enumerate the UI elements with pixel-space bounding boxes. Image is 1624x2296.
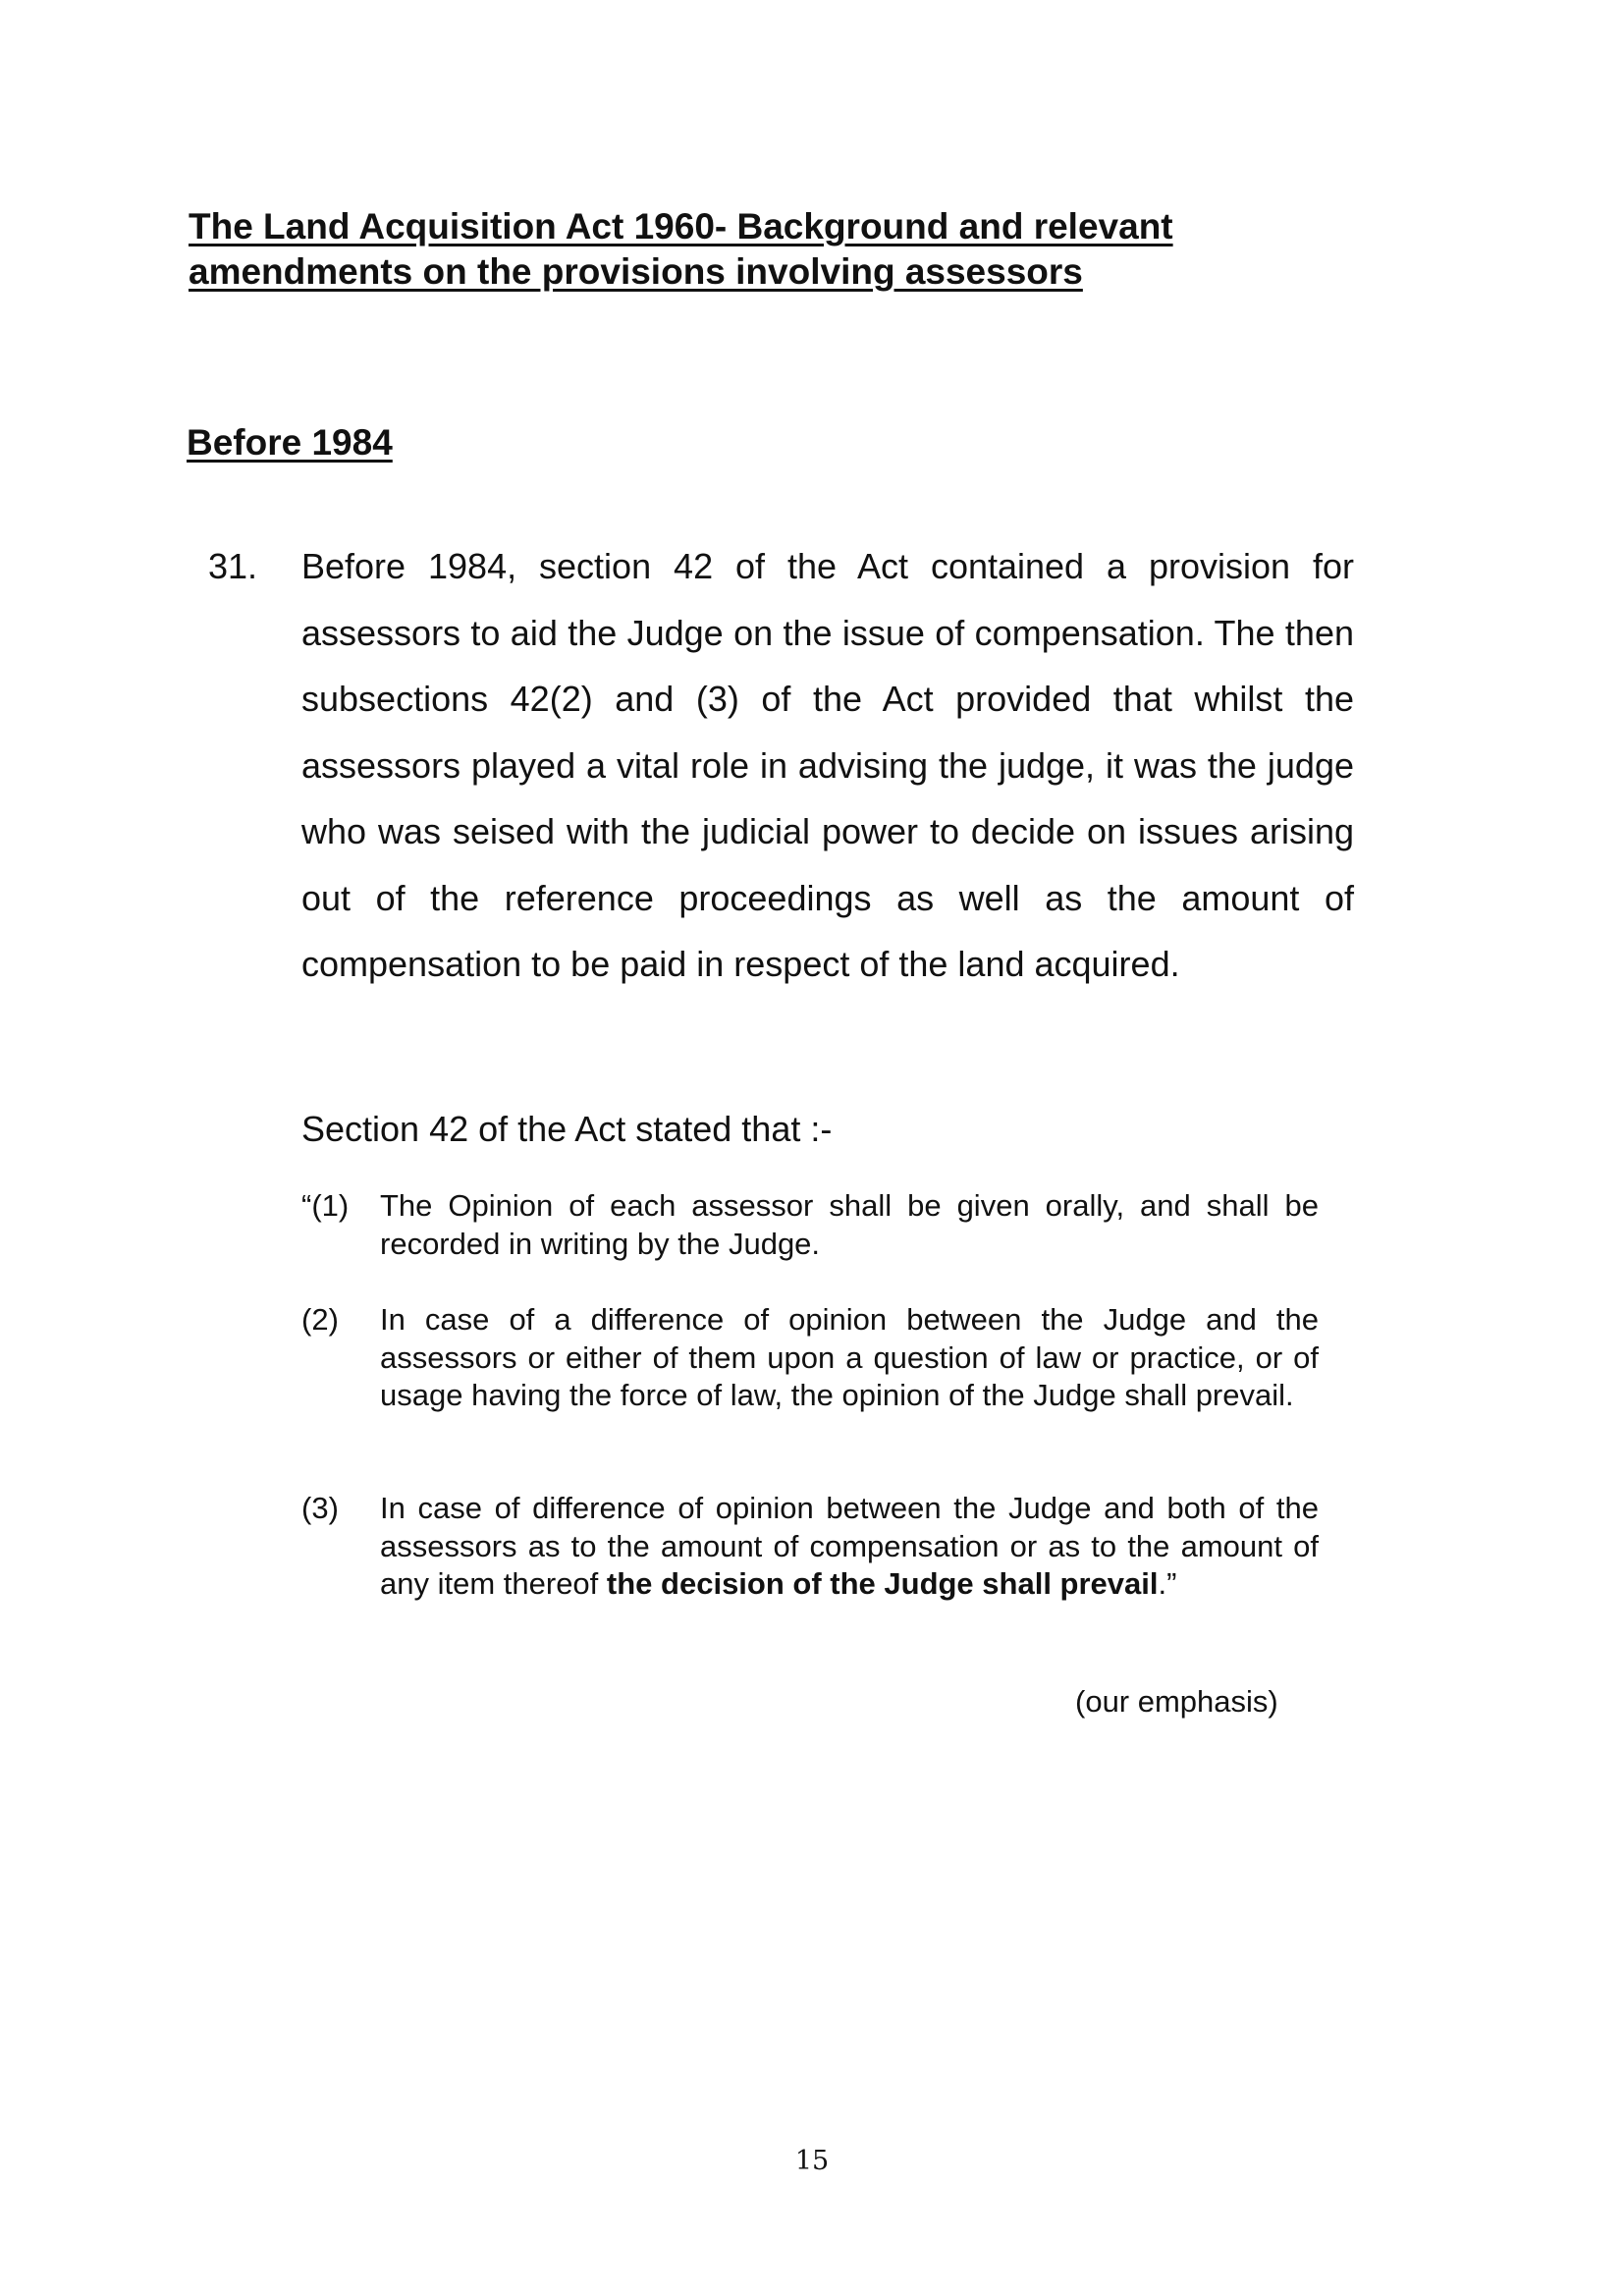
heading-line-2: amendments on the provisions involving assessors <box>189 251 1083 292</box>
clause-number: (3) <box>301 1491 339 1525</box>
emphasis-note: (our emphasis) <box>1075 1684 1278 1719</box>
quoted-clause-3 <box>301 1490 1319 1604</box>
quote-intro: Section 42 of the Act stated that :- <box>301 1109 833 1149</box>
clause-text: The Opinion of each assessor shall be given orally, and shall be recorded in writing by the Judge. <box>380 1188 1319 1261</box>
paragraph-body: Before 1984, section 42 of the Act contained a provision for assessors to aid the Judge on the issue of compensation. The then subsections 42(2) and (3) of the Act provided that whilst the assessors played a vital role in advising the judge, it was the judge who was seised with the judicial power to decide on issues arising out of the reference proceedings as well as the amount of compensation to be paid in respect of the land acquired. <box>301 546 1354 984</box>
clause-emphasized-text: the decision of the Judge shall prevail <box>606 1566 1159 1601</box>
clause-closing: .” <box>1158 1566 1177 1601</box>
clause-number: (2) <box>301 1302 339 1337</box>
quoted-clause-1 <box>301 1187 1319 1263</box>
heading-line-1: The Land Acquisition Act 1960- Background and relevant <box>189 206 1173 246</box>
clause-number: “(1) <box>301 1188 350 1223</box>
quoted-clause-2 <box>301 1301 1319 1415</box>
document-heading <box>189 204 1269 295</box>
clause-text-container <box>380 1490 1319 1604</box>
section-subheading: Before 1984 <box>187 422 393 463</box>
paragraph-number: 31. <box>208 546 258 586</box>
clause-text: In case of a difference of opinion between the Judge and the assessors or either of them upon a question of law or practice, or of usage having the force of law, the opinion of the Judge shall prevail. <box>380 1302 1319 1412</box>
page-number: 15 <box>794 2146 830 2176</box>
clause-text: In case of difference of opinion between the Judge and both of the assessors as to the amount of compensation or as to the amount of any item thereof <box>380 1491 1319 1601</box>
